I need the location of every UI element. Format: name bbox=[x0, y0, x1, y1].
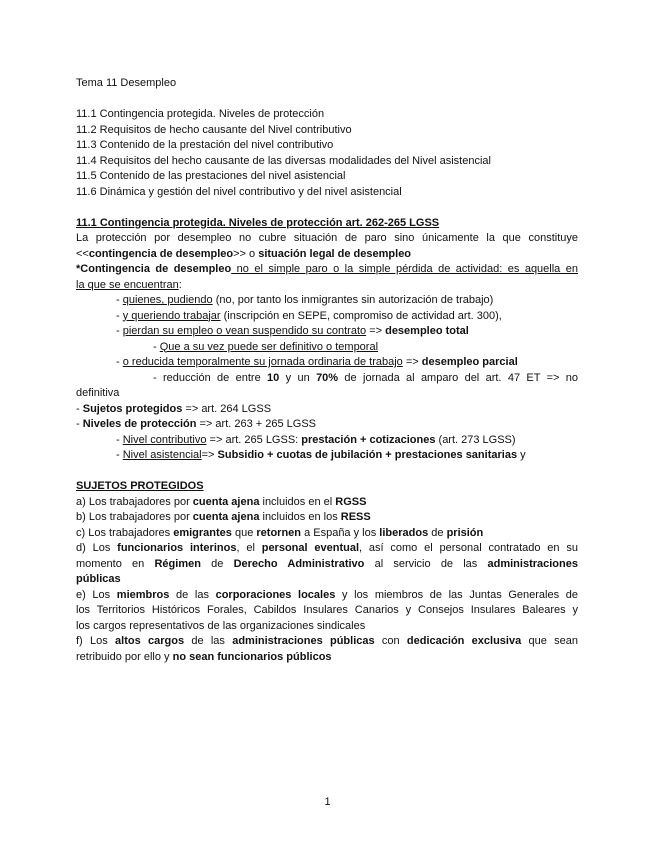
list-item: d) Los funcionarios interinos, el personal eventual, así como el personal contratado en su bbox=[76, 542, 578, 554]
definition-line: la que se encuentran: bbox=[76, 278, 182, 291]
list-item: f) Los altos cargos de las administraciones públicas con dedicación exclusiva que sean bbox=[76, 635, 578, 647]
list-item: a) Los trabajadores por cuenta ajena incluidos en el RGSS bbox=[76, 495, 367, 508]
paragraph-line: <<contingencia de desempleo>> o situación legal de desempleo bbox=[76, 247, 412, 260]
sub-list-item: - reducción de entre 10 y un 70% de jornada al amparo del art. 47 ET => no bbox=[153, 371, 579, 384]
list-item: - Niveles de protección => art. 263 + 265 LGSS bbox=[76, 418, 317, 430]
table-of-contents bbox=[76, 107, 578, 200]
paragraph-line: definitiva bbox=[76, 387, 120, 399]
page-number: 1 bbox=[324, 796, 331, 808]
list-item: c) Los trabajadores emigrantes que retornen a España y los liberados de prisión bbox=[76, 526, 484, 539]
list-item: - y queriendo trabajar (inscripción en SEPE, compromiso de actividad art. 300), bbox=[116, 309, 502, 322]
list-item-continuation: públicas bbox=[76, 573, 121, 585]
list-item-continuation: momento en Régimen de Derecho Administrativo al servicio de las administraciones bbox=[76, 557, 578, 570]
toc-item: 11.6 Dinámica y gestión del nivel contributivo y del nivel asistencial bbox=[76, 185, 402, 198]
section-heading: 11.1 Contingencia protegida. Niveles de protección art. 262-265 LGSS bbox=[76, 216, 440, 229]
toc-item: 11.4 Requisitos del hecho causante de las diversas modalidades del Nivel asistencial bbox=[76, 154, 491, 167]
toc-item: 11.1 Contingencia protegida. Niveles de protección bbox=[76, 108, 325, 120]
list-item: - quienes, pudiendo (no, por tanto los inmigrantes sin autorización de trabajo) bbox=[116, 294, 494, 306]
list-item: - Nivel asistencial=> Subsidio + cuotas de jubilación + prestaciones sanitarias y bbox=[116, 449, 526, 461]
toc-item: 11.3 Contenido de la prestación del nivel contributivo bbox=[76, 139, 334, 151]
paragraph-line: La protección por desempleo no cubre situación de paro sino únicamente la que constituye bbox=[76, 232, 578, 244]
list-item: - Nivel contributivo => art. 265 LGSS: prestación + cotizaciones (art. 273 LGSS) bbox=[116, 433, 516, 446]
sub-list-item: - Que a su vez puede ser definitivo o temporal bbox=[153, 340, 379, 353]
definition-line: *Contingencia de desempleo no el simple paro o la simple pérdida de actividad: es aquella en bbox=[76, 263, 578, 275]
page-content bbox=[76, 76, 578, 665]
list-item: - Sujetos protegidos => art. 264 LGSS bbox=[76, 402, 272, 415]
section-heading: SUJETOS PROTEGIDOS bbox=[76, 480, 204, 492]
list-item-continuation: retribuido por ello y no sean funcionarios públicos bbox=[76, 650, 332, 663]
list-item: b) Los trabajadores por cuenta ajena incluidos en los RESS bbox=[76, 511, 371, 523]
toc-item: 11.5 Contenido de las prestaciones del nivel asistencial bbox=[76, 170, 346, 182]
toc-item: 11.2 Requisitos de hecho causante del Nivel contributivo bbox=[76, 123, 352, 136]
list-item: - pierdan su empleo o vean suspendido su contrato => desempleo total bbox=[116, 325, 469, 337]
document-title: Tema 11 Desempleo bbox=[76, 77, 177, 89]
list-item-continuation: los Territorios Históricos Forales, Cabildos Insulares Canarios y Consejos Insulares Baleares y bbox=[76, 604, 578, 616]
list-item: - o reducida temporalmente su jornada ordinaria de trabajo => desempleo parcial bbox=[116, 356, 518, 368]
list-item-continuation: los cargos representativos de las organizaciones sindicales bbox=[76, 619, 366, 632]
list-item: e) Los miembros de las corporaciones locales y los miembros de las Juntas Generales de bbox=[76, 588, 578, 601]
